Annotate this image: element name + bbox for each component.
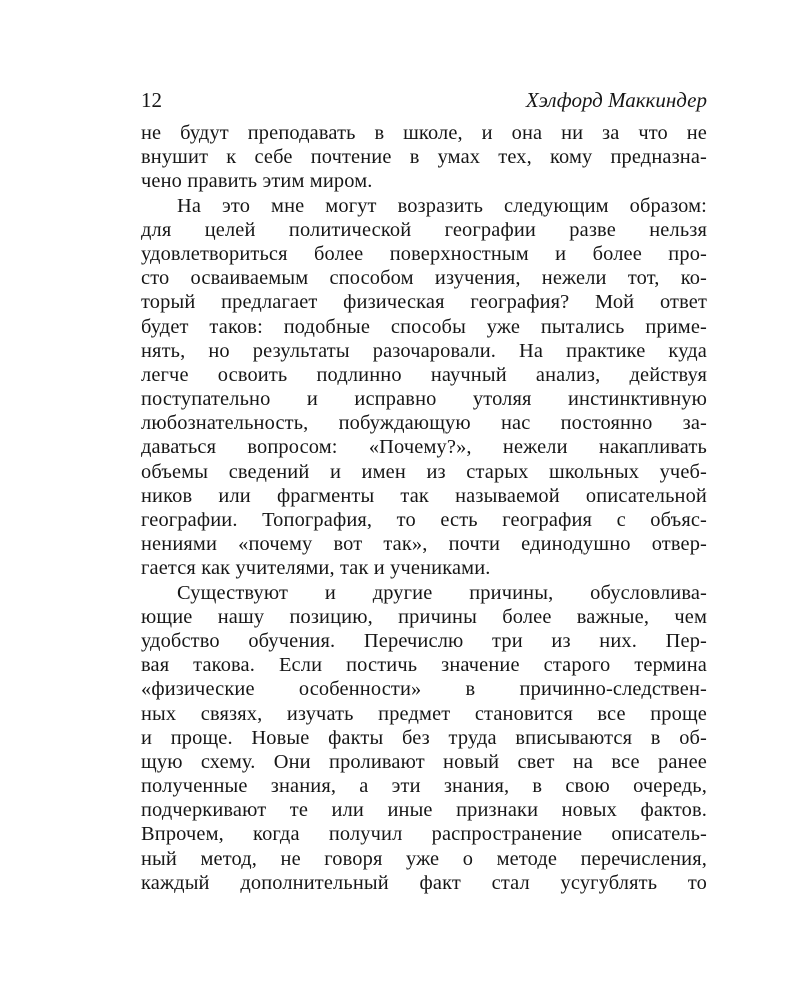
text-line: нениями «почему вот так», почти единодушно отвер-: [141, 533, 707, 556]
text-line: внушит к себе почтение в умах тех, кому предназна-: [141, 146, 707, 169]
text-line: сто осваиваемым способом изучения, нежели тот, ко-: [141, 267, 707, 290]
text-line: не будут преподавать в школе, и она ни за что не: [141, 122, 707, 144]
text-line: гается как учителями, так и учениками.: [141, 557, 491, 580]
text-line: вая такова. Если постичь значение старого термина: [141, 654, 707, 677]
page-number: 12: [141, 88, 162, 112]
text-line: Впрочем, когда получил распространение описатель-: [141, 823, 707, 846]
text-line: ный метод, не говоря уже о методе перечисления,: [141, 847, 707, 870]
text-line: каждый дополнительный факт стал усугублять то: [141, 871, 707, 894]
text-line: полученные знания, а эти знания, в свою очередь,: [141, 775, 707, 798]
text-line: щую схему. Они проливают новый свет на все ранее: [141, 750, 707, 773]
text-line: подчеркивают те или иные признаки новых фактов.: [141, 799, 707, 822]
text-line: удобство обучения. Перечислю три из них. Пер-: [141, 629, 707, 652]
text-line: удовлетвориться более поверхностным и более про-: [141, 242, 707, 265]
text-line: Существуют и другие причины, обусловлива-: [177, 581, 707, 604]
text-line: легче освоить подлинно научный анализ, действуя: [141, 363, 707, 386]
body-text: [141, 121, 707, 895]
text-line: для целей политической географии разве нельзя: [141, 218, 707, 241]
text-line: ных связях, изучать предмет становится все проще: [141, 702, 707, 725]
text-line: «физические особенности» в причинно-следствен-: [141, 678, 707, 701]
text-line: любознательность, побуждающую нас постоянно за-: [141, 412, 707, 435]
text-line: и проще. Новые факты без труда вписываются в об-: [141, 726, 707, 749]
text-line: торый предлагает физическая география? Мой ответ: [141, 291, 707, 314]
text-line: объемы сведений и имен из старых школьных учеб-: [141, 460, 707, 483]
text-line: нять, но результаты разочаровали. На практике куда: [141, 339, 707, 362]
text-line: ющие нашу позицию, причины более важные, чем: [141, 605, 707, 628]
text-line: ников или фрагменты так называемой описательной: [141, 484, 707, 507]
text-line: даваться вопросом: «Почему?», нежели накапливать: [141, 436, 707, 459]
running-header: [141, 85, 707, 115]
text-line: будет таков: подобные способы уже пытались приме-: [141, 315, 707, 338]
text-line: На это мне могут возразить следующим образом:: [177, 194, 707, 217]
header-author: Хэлфорд Маккиндер: [525, 88, 707, 112]
text-line: поступательно и исправно утоляя инстинктивную: [141, 388, 707, 411]
text-line: географии. Топография, то есть география с объяс-: [141, 509, 707, 531]
text-line: чено править этим миром.: [141, 170, 373, 193]
